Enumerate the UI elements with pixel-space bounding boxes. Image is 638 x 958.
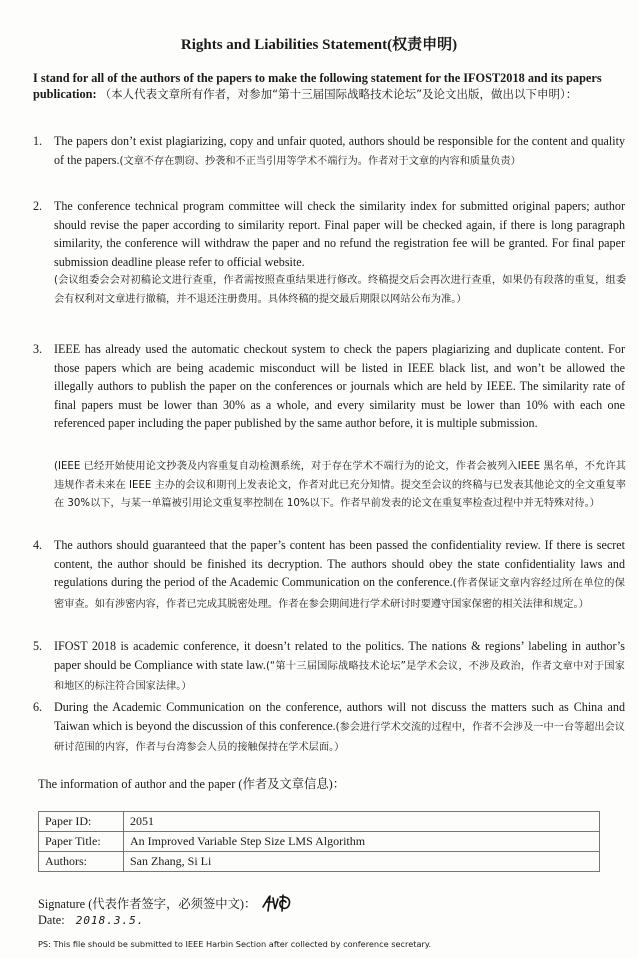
authors-value: San Zhang, Si Li bbox=[124, 852, 600, 872]
item-en: The papers don’t exist plagiarizing, copy and unfair quoted, authors should be responsible for the content and quality of the papers. bbox=[54, 134, 625, 167]
intro-en: I stand for all of the authors of the papers to make the following statement for the IFOST2018 and its papers publication: bbox=[33, 71, 602, 101]
intro-paragraph bbox=[33, 70, 623, 102]
item-en: IFOST 2018 is academic conference, it doesn’t related to the politics. The nations & regions’ labeling in author’s paper should be Compliance with state law. bbox=[54, 639, 625, 672]
item-3-cn: (IEEE 已经开始使用论文抄袭及内容重复自动检测系统，对于存在学术不端行为的论文，作者会被列入IEEE 黑名单，不允许其违规作者未来在 IEEE 主办的会议和期刊上发表论文，作者对此已充分知情。提交至会议的终稿与已发表其他论文的全文重复率在 30%以下，与某一单篇被引用论文重复率控制在 10%以下。作者早前发表的论文在重复率检查过程中并无特殊对待。） bbox=[54, 461, 626, 509]
item-en: During the Academic Communication on the conference, authors will not discuss the matters such as China and Taiwan which is beyond the discussion of this conference. bbox=[54, 700, 625, 733]
item-en: The conference technical program committee will check the similarity index for submitted original papers; author should revise the paper according to similarity report. Final paper will be checked again, if there is long paragraph similarity, the conference will withdraw the paper and no refund the registration fee will be granted. For final paper submission deadline please refer to official website. bbox=[54, 199, 625, 269]
date-value: 2018.3.5. bbox=[75, 914, 145, 927]
statement-item-4 bbox=[33, 536, 625, 614]
paper-title-label: Paper Title: bbox=[39, 832, 124, 852]
table-row bbox=[39, 812, 600, 832]
handwritten-signature bbox=[261, 893, 297, 917]
paper-title-value: An Improved Variable Step Size LMS Algorithm bbox=[124, 832, 600, 852]
item-2-cn: (会议组委会会对初稿论文进行查重，作者需按照查重结果进行修改。终稿提交后会再次进行查重，如果仍有段落的重复，组委会有权利对文章进行撤稿，并不退还注册费用。具体终稿的提交最后期限以网站公布为准。） bbox=[54, 275, 626, 305]
item-en: IEEE has already used the automatic checkout system to check the papers plagiarizing and duplicate content. For those papers which are being academic misconduct will be listed in IEEE black list, and won’t be allowed the illegally authors to publish the paper on the conferences or journals which are held by IEEE. The similarity rate of final papers must be lower than 30% as a whole, and every similarity must be lower than 10% with each one referenced paper including the paper published by the same author before, it is multiple submission. bbox=[54, 342, 625, 430]
item-number: 5. bbox=[33, 639, 43, 653]
table-row bbox=[39, 852, 600, 872]
statement-item-6 bbox=[33, 698, 625, 758]
statement-item-2 bbox=[33, 197, 625, 271]
item-cn: (文章不存在剽窃、抄袭和不正当引用等学术不端行为。作者对于文章的内容和质量负责） bbox=[119, 155, 521, 167]
statement-item-5 bbox=[33, 637, 625, 697]
table-row bbox=[39, 832, 600, 852]
item-number: 3. bbox=[33, 342, 43, 356]
item-cn: (“第十三届国际战略技术论坛”是学术会议，不涉及政治，作者文章中对于国家和地区的标注符合国家法律。） bbox=[54, 660, 625, 692]
paper-info-table bbox=[38, 811, 600, 872]
item-cn: (参会进行学术交流的过程中，作者不会涉及一中一台等超出会议研讨范围的内容，作者与台湾参会人员的接触保持在学术层面。） bbox=[54, 721, 625, 753]
item-en: The authors should guaranteed that the paper’s content has been passed the confidentiality review. If there is secret content, the author should be finished its decryption. The authors should obey the state confidentiality laws and regulations during the period of the Academic Communication on the conference. bbox=[54, 538, 625, 589]
item-number: 6. bbox=[33, 700, 43, 714]
statement-item-3 bbox=[33, 340, 625, 433]
item-number: 1. bbox=[33, 134, 43, 148]
signature-label: Signature (代表作者签字，必须签中文)： bbox=[38, 896, 257, 911]
item-number: 4. bbox=[33, 538, 43, 552]
ps-note: PS: This file should be submitted to IEEE Harbin Section after collected by conference secretary. bbox=[38, 939, 432, 949]
date-label: Date: bbox=[38, 913, 65, 927]
paper-id-value: 2051 bbox=[124, 812, 600, 832]
item-number: 2. bbox=[33, 199, 43, 213]
intro-cn: （本人代表文章所有作者，对参加“第十三届国际战略技术论坛”及论文出版，做出以下申明）： bbox=[99, 87, 578, 101]
authors-label: Authors: bbox=[39, 852, 124, 872]
paper-id-label: Paper ID: bbox=[39, 812, 124, 832]
item-cn: (作者保证文章内容经过所在单位的保密审查。如有涉密内容，作者已完成其脱密处理。作者在参会期间进行学术研讨时要遵守国家保密的相关法律和规定。） bbox=[54, 578, 625, 610]
statement-item-1 bbox=[33, 132, 625, 171]
date-line bbox=[38, 913, 144, 928]
page-title: Rights and Liabilities Statement(权责申明) bbox=[180, 37, 458, 53]
info-label: The information of author and the paper (作者及文章信息)： bbox=[38, 777, 346, 791]
